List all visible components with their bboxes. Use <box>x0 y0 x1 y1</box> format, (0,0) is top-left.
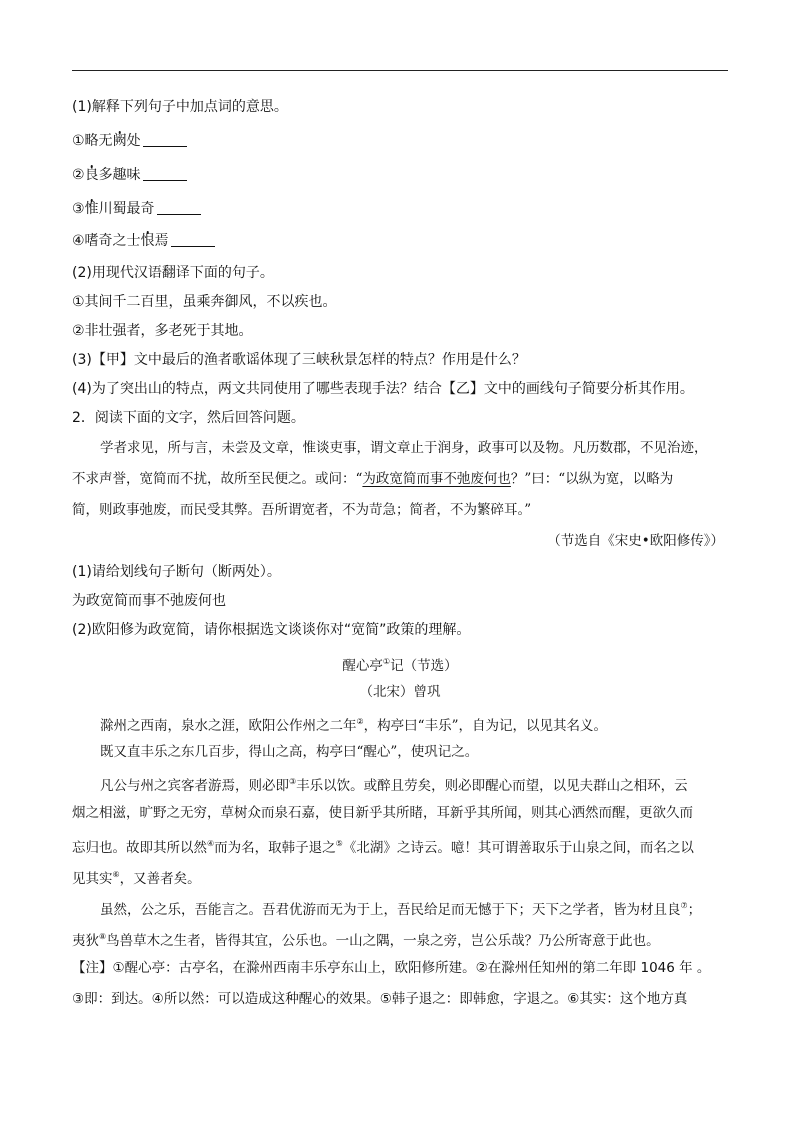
q4: (4)为了突出山的特点，两文共同使用了哪些表现手法？结合【乙】文中的画线句子简要分析其作用。 <box>72 381 694 397</box>
dotted-word: 阙 <box>112 133 127 149</box>
note-line-1: 【注】①醒心亭：古亭名，在滁州西南丰乐亭东山上，欧阳修所建。②在滁州任知州的第二年即 1046 年 。 <box>72 960 711 976</box>
q3: (3)【甲】文中最后的渔者歌谣体现了三峡秋景怎样的特点？作用是什么？ <box>72 352 526 368</box>
article-line: 既又直丰乐之东几百步，得山之高，构亭曰“醒心”，使巩记之。 <box>100 744 479 760</box>
article-line: 滁州之西南，泉水之涯，欧阳公作州之二年②，构亭曰“丰乐”，自为记，以见其名义。 <box>100 717 607 734</box>
answer-blank[interactable] <box>143 132 187 147</box>
passage-line: 学者求见，所与言，未尝及文章，惟谈吏事，谓文章止于润身，政事可以及物。凡历数郡，不见治迹， <box>100 440 708 456</box>
underlined-sentence: 为政宽简而事不弛废何也 <box>362 471 511 487</box>
note-line-2: ③即：到达。④所以然：可以造成这种醒心的效果。⑤韩子退之：即韩愈，字退之。⑥其实：这个地方真 <box>72 991 688 1007</box>
dotted-word: 良 <box>84 167 99 183</box>
q2-sentence-2: ②非壮强者，多老死于其地。 <box>72 323 253 339</box>
q1-item-4: ④嗜奇之士恨焉 <box>72 230 215 252</box>
article-line: 见其实⑥，又善者矣。 <box>72 870 201 887</box>
answer-blank[interactable] <box>143 166 187 181</box>
dotted-word: 惟 <box>84 201 99 217</box>
article-title: 醒心亭①记（节选） <box>342 657 458 674</box>
dotted-word: 恨 <box>140 233 155 249</box>
q1-title: (1)解释下列句子中加点词的意思。 <box>72 99 288 115</box>
answer-blank[interactable] <box>171 232 215 247</box>
q2-sentence-1: ①其间千二百里，虽乘奔御风，不以疾也。 <box>72 294 337 310</box>
answer-blank[interactable] <box>157 200 201 215</box>
passage-line: 简，则政事弛废，而民受其弊。吾所谓宽者，不为苛急；简者，不为繁碎耳。” <box>72 502 532 518</box>
sec2-q2: (2)欧阳修为政宽简，请你根据选文谈谈你对“宽简”政策的理解。 <box>72 622 471 638</box>
passage-line: 不求声誉，宽简而不扰，故所至民便之。或问：“为政宽简而事不弛废何也？”曰：“以纵为宽，以略为 <box>72 471 674 487</box>
top-rule <box>72 70 728 71</box>
article-line: 夷狄⑧鸟兽草木之生者，皆得其宜，公乐也。一山之隅，一泉之旁，岂公乐哉？乃公所寄意于此也。 <box>72 932 660 949</box>
q1-item-3: ③惟川蜀最奇 <box>72 198 201 220</box>
section-2-heading: 2．阅读下面的文字，然后回答问题。 <box>72 410 305 426</box>
article-author: （北宋）曾巩 <box>359 684 441 700</box>
sec2-q1-sentence: 为政宽简而事不弛废何也 <box>72 593 226 609</box>
article-line: 虽然，公之乐，吾能言之。吾君优游而无为于上，吾民给足而无憾于下；天下之学者，皆为材且良⑦； <box>100 901 702 918</box>
q1-item-2: ②良多趣味 <box>72 164 187 186</box>
source-citation: （节选自《宋史•欧阳修传》） <box>547 533 724 549</box>
q2-title: (2)用现代汉语翻译下面的句子。 <box>72 265 274 281</box>
sec2-q1: (1)请给划线句子断句（断两处）。 <box>72 564 281 580</box>
q1-item-1: ①略无阙处 <box>72 130 187 152</box>
article-line: 烟之相滋，旷野之无穷，草树众而泉石嘉，使目新乎其所睹，耳新乎其所闻，则其心洒然而醒，更欲久而 <box>72 805 693 821</box>
article-line: 凡公与州之宾客者游焉，则必即③丰乐以饮。或醉且劳矣，则必即醒心而望，以见夫群山之相环，云 <box>100 777 688 794</box>
article-line: 忘归也。故即其所以然④而为名，取韩子退之⑤《北湖》之诗云。噫！其可谓善取乐于山泉之间，而名之以 <box>72 839 694 856</box>
